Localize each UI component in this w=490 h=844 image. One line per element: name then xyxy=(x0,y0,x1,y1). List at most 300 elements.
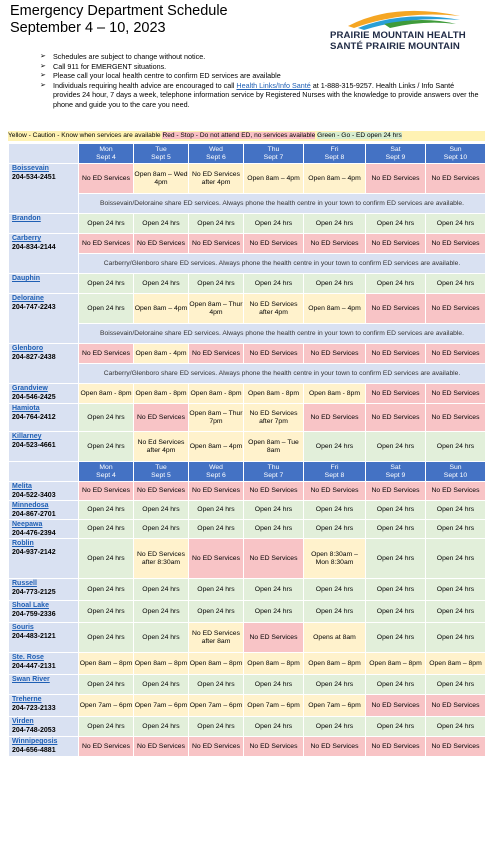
site-cell xyxy=(9,653,79,675)
schedule-cell: No ED Services xyxy=(426,164,486,194)
schedule-cell: Open 24 hrs xyxy=(304,214,366,234)
schedule-cell: Open 24 hrs xyxy=(244,601,304,623)
note-row xyxy=(9,194,486,214)
schedule-cell: No ED Services xyxy=(79,234,134,254)
schedule-row xyxy=(9,520,486,539)
day-date: Sept 5 xyxy=(151,471,171,479)
schedule-cell: Open 24 hrs xyxy=(244,717,304,737)
site-phone: 204-827-2438 xyxy=(12,354,56,361)
schedule-cell: No ED Services xyxy=(366,695,426,717)
schedule-cell: Open 8am - 8pm xyxy=(189,384,244,404)
schedule-cell: No ED Services xyxy=(244,234,304,254)
schedule-cell: Open 24 hrs xyxy=(304,601,366,623)
arrow-bullet-icon: ➢ xyxy=(40,62,46,70)
schedule-cell: Open 24 hrs xyxy=(79,501,134,520)
schedule-cell: Open 8am – 8pm xyxy=(426,653,486,675)
schedule-cell: Open 8am – Thur 4pm xyxy=(189,294,244,324)
schedule-row xyxy=(9,164,486,194)
day-header xyxy=(79,462,134,482)
site-link[interactable]: Boissevain xyxy=(12,165,49,172)
arrow-bullet-icon: ➢ xyxy=(40,72,46,80)
schedule-cell: No ED Services xyxy=(366,294,426,324)
site-cell xyxy=(9,601,79,623)
site-phone: 204-523-4661 xyxy=(12,442,56,449)
schedule-cell: Open 24 hrs xyxy=(134,601,189,623)
schedule-cell: Open 7am – 6pm xyxy=(304,695,366,717)
schedule-cell: No Ed Services after 4pm xyxy=(134,432,189,462)
day-header xyxy=(134,462,189,482)
day-name: Wed xyxy=(209,145,223,153)
site-cell xyxy=(9,432,79,462)
legend-yellow: Yellow - Caution - Know when services are available xyxy=(8,132,161,139)
schedule-row xyxy=(9,294,486,324)
schedule-cell: Open 24 hrs xyxy=(426,432,486,462)
day-name: Fri xyxy=(330,463,339,471)
site-cell xyxy=(9,384,79,404)
arrow-bullet-icon: ➢ xyxy=(40,81,46,89)
site-cell xyxy=(9,482,79,501)
site-phone: 204-483-2121 xyxy=(12,633,56,640)
schedule-cell: Open 24 hrs xyxy=(426,520,486,539)
day-name: Tue xyxy=(155,463,167,471)
schedule-row xyxy=(9,274,486,294)
schedule-cell: No ED Services xyxy=(244,482,304,501)
schedule-cell: Open 7am – 6pm xyxy=(244,695,304,717)
schedule-cell: Open 8am - 4pm xyxy=(134,344,189,364)
notice-item: ➢ Schedules are subject to change without notice. xyxy=(40,52,206,61)
schedule-cell: Open 8am – 4pm xyxy=(189,432,244,462)
schedule-row xyxy=(9,384,486,404)
site-link[interactable]: Hamiota xyxy=(12,405,40,412)
schedule-cell: No ED Services xyxy=(366,164,426,194)
schedule-cell: Open 24 hrs xyxy=(366,601,426,623)
schedule-cell: Open 8am – 4pm xyxy=(304,294,366,324)
note-row xyxy=(9,364,486,384)
schedule-cell: No ED Services xyxy=(426,737,486,757)
schedule-cell: Open 24 hrs xyxy=(366,520,426,539)
site-link[interactable]: Winnipegosis xyxy=(12,738,58,745)
schedule-cell: Open 24 hrs xyxy=(189,675,244,695)
day-date: Sept 10 xyxy=(443,471,468,479)
schedule-cell: No ED Services xyxy=(134,404,189,432)
legend-red: Red - Stop - Do not attend ED, no services available xyxy=(162,132,316,139)
schedule-cell: No ED Services xyxy=(189,539,244,579)
header-blank xyxy=(9,462,79,482)
schedule-cell: Open 24 hrs xyxy=(304,501,366,520)
day-date: Sept 9 xyxy=(385,153,406,161)
schedule-cell: No ED Services xyxy=(134,234,189,254)
schedule-table xyxy=(8,143,486,757)
schedule-cell: Open 8am – Tue 8am xyxy=(244,432,304,462)
schedule-cell: Open 24 hrs xyxy=(244,579,304,601)
schedule-cell: Open 8am - 8pm xyxy=(244,384,304,404)
schedule-cell: Open 24 hrs xyxy=(134,717,189,737)
day-header xyxy=(189,462,244,482)
notice-list xyxy=(40,52,480,110)
schedule-cell: Open 24 hrs xyxy=(366,501,426,520)
site-cell xyxy=(9,294,79,344)
schedule-cell: Open 24 hrs xyxy=(79,539,134,579)
schedule-cell: Open 24 hrs xyxy=(244,675,304,695)
schedule-cell: No ED Services after 4pm xyxy=(189,164,244,194)
schedule-row xyxy=(9,601,486,623)
schedule-cell: Open 8am – 4pm xyxy=(134,294,189,324)
day-header xyxy=(189,144,244,164)
site-cell xyxy=(9,404,79,432)
schedule-cell: Open 24 hrs xyxy=(366,539,426,579)
site-link[interactable]: Virden xyxy=(12,718,34,725)
schedule-cell: No ED Services xyxy=(79,164,134,194)
schedule-cell: No ED Services xyxy=(189,482,244,501)
schedule-cell: Open 24 hrs xyxy=(79,579,134,601)
site-cell xyxy=(9,579,79,601)
schedule-cell: No ED Services xyxy=(366,234,426,254)
note-row xyxy=(9,324,486,344)
schedule-cell: No ED Services xyxy=(79,737,134,757)
day-header xyxy=(79,144,134,164)
day-date: Sept 6 xyxy=(206,153,226,161)
schedule-cell: Open 24 hrs xyxy=(366,214,426,234)
schedule-cell: Open 24 hrs xyxy=(304,717,366,737)
day-header-row xyxy=(9,462,486,482)
site-link[interactable]: Grandview xyxy=(12,385,48,392)
schedule-cell: Open 7am – 6pm xyxy=(189,695,244,717)
schedule-cell: No ED Services xyxy=(244,623,304,653)
day-name: Fri xyxy=(330,145,339,153)
schedule-cell: Open 8am - 8pm xyxy=(79,384,134,404)
schedule-cell: No ED Services after 7pm xyxy=(244,404,304,432)
day-header xyxy=(244,462,304,482)
day-header xyxy=(366,462,426,482)
schedule-row xyxy=(9,695,486,717)
day-date: Sept 5 xyxy=(151,153,171,161)
site-link[interactable]: Roblin xyxy=(12,540,34,547)
schedule-cell: Open 8am – 8pm xyxy=(244,653,304,675)
schedule-cell: No ED Services xyxy=(304,737,366,757)
site-phone: 204-867-2701 xyxy=(12,511,56,518)
schedule-cell: Open 24 hrs xyxy=(79,520,134,539)
schedule-cell: Open 24 hrs xyxy=(134,274,189,294)
schedule-cell: Open 24 hrs xyxy=(189,601,244,623)
schedule-cell: Open 24 hrs xyxy=(244,274,304,294)
site-link[interactable]: Shoal Lake xyxy=(12,602,49,609)
schedule-cell: Open 24 hrs xyxy=(426,601,486,623)
schedule-cell: Open 24 hrs xyxy=(244,520,304,539)
color-legend xyxy=(8,131,485,141)
schedule-cell: No ED Services xyxy=(426,384,486,404)
day-name: Mon xyxy=(99,463,113,471)
site-cell xyxy=(9,539,79,579)
day-name: Wed xyxy=(209,463,223,471)
schedule-cell: Open 24 hrs xyxy=(426,539,486,579)
schedule-cell: Open 24 hrs xyxy=(244,501,304,520)
shared-services-note: Boissevain/Deloraine share ED services. Always phone the health centre in your town to confirm ED services are available. xyxy=(79,324,486,344)
schedule-row xyxy=(9,404,486,432)
schedule-row xyxy=(9,234,486,254)
site-cell xyxy=(9,234,79,274)
logo-text-english: PRAIRIE MOUNTAIN HEALTH xyxy=(330,30,466,41)
schedule-row xyxy=(9,482,486,501)
schedule-row xyxy=(9,501,486,520)
schedule-cell: No ED Services xyxy=(426,294,486,324)
schedule-cell: No ED Services xyxy=(244,737,304,757)
schedule-cell: Open 24 hrs xyxy=(366,675,426,695)
site-link[interactable]: Melita xyxy=(12,483,32,490)
schedule-cell: Open 24 hrs xyxy=(134,579,189,601)
day-header-row xyxy=(9,144,486,164)
site-phone: 204-723-2133 xyxy=(12,705,56,712)
schedule-cell: Open 8am – 8pm xyxy=(189,653,244,675)
schedule-cell: Open 24 hrs xyxy=(426,501,486,520)
schedule-cell: Open 24 hrs xyxy=(134,520,189,539)
schedule-cell: Open 24 hrs xyxy=(134,675,189,695)
site-link[interactable]: Brandon xyxy=(12,215,41,222)
schedule-cell: No ED Services xyxy=(426,482,486,501)
schedule-cell: Open 24 hrs xyxy=(189,274,244,294)
day-name: Thu xyxy=(267,463,280,471)
site-link[interactable]: Russell xyxy=(12,580,37,587)
site-cell xyxy=(9,737,79,757)
schedule-cell: Open 24 hrs xyxy=(79,274,134,294)
schedule-cell: Open 24 hrs xyxy=(134,214,189,234)
schedule-cell: Open 24 hrs xyxy=(79,432,134,462)
site-link[interactable]: Neepawa xyxy=(12,521,43,528)
schedule-cell: Open 24 hrs xyxy=(189,717,244,737)
schedule-cell: Open 24 hrs xyxy=(426,675,486,695)
arrow-bullet-icon: ➢ xyxy=(40,53,46,60)
day-name: Thu xyxy=(267,145,280,153)
organization-logo xyxy=(330,6,482,52)
schedule-cell: No ED Services xyxy=(189,737,244,757)
schedule-cell: No ED Services xyxy=(134,737,189,757)
schedule-cell: Open 24 hrs xyxy=(366,274,426,294)
title-line-2: September 4 – 10, 2023 xyxy=(10,20,166,36)
note-row xyxy=(9,254,486,274)
schedule-cell: No ED Services xyxy=(426,695,486,717)
schedule-cell: Open 24 hrs xyxy=(189,214,244,234)
title-line-1: Emergency Department Schedule xyxy=(10,3,228,19)
site-cell xyxy=(9,274,79,294)
site-link[interactable]: Swan River xyxy=(12,676,50,683)
schedule-cell: Open 24 hrs xyxy=(366,623,426,653)
day-header xyxy=(304,462,366,482)
site-phone: 204-522-3403 xyxy=(12,492,56,499)
legend-green: Green - Go - ED open 24 hrs xyxy=(317,132,402,139)
schedule-cell: No ED Services xyxy=(366,344,426,364)
site-phone: 204-747-2243 xyxy=(12,304,56,311)
site-phone: 204-546-2425 xyxy=(12,394,56,401)
day-date: Sept 7 xyxy=(263,471,284,479)
day-name: Tue xyxy=(155,145,167,153)
schedule-cell: No ED Services xyxy=(304,482,366,501)
schedule-cell: Opens at 8am xyxy=(304,623,366,653)
day-date: Sept 8 xyxy=(324,153,345,161)
schedule-cell: Open 24 hrs xyxy=(304,432,366,462)
schedule-cell: Open 24 hrs xyxy=(426,717,486,737)
schedule-cell: Open 24 hrs xyxy=(79,294,134,324)
schedule-cell: Open 24 hrs xyxy=(79,214,134,234)
schedule-cell: No ED Services xyxy=(304,234,366,254)
site-phone: 204-748-2053 xyxy=(12,727,56,734)
site-link[interactable]: Deloraine xyxy=(12,295,44,302)
schedule-cell: Open 24 hrs xyxy=(426,623,486,653)
site-link[interactable]: Dauphin xyxy=(12,275,40,282)
schedule-cell: No ED Services xyxy=(189,344,244,364)
schedule-row xyxy=(9,717,486,737)
schedule-row xyxy=(9,653,486,675)
day-name: Sat xyxy=(390,463,401,471)
schedule-cell: No ED Services xyxy=(366,384,426,404)
schedule-cell: Open 24 hrs xyxy=(79,404,134,432)
schedule-row xyxy=(9,579,486,601)
schedule-cell: Open 8am – 8pm xyxy=(134,653,189,675)
schedule-cell: No ED Services xyxy=(189,234,244,254)
notice-item: ➢ Call 911 for EMERGENT situations. xyxy=(40,61,167,71)
schedule-cell: Open 8am – 4pm xyxy=(244,164,304,194)
schedule-row xyxy=(9,432,486,462)
schedule-cell: No ED Services xyxy=(304,404,366,432)
day-header xyxy=(366,144,426,164)
day-header xyxy=(244,144,304,164)
schedule-cell: Open 24 hrs xyxy=(189,520,244,539)
site-link[interactable]: Carberry xyxy=(12,235,42,242)
site-cell xyxy=(9,717,79,737)
schedule-cell: No ED Services xyxy=(304,344,366,364)
logo-text-french: SANTÉ PRAIRIE MOUNTAIN xyxy=(330,41,460,52)
schedule-cell: Open 8am – Wed 4pm xyxy=(134,164,189,194)
schedule-cell: Open 24 hrs xyxy=(304,579,366,601)
day-date: Sept 7 xyxy=(263,153,284,161)
schedule-cell: Open 24 hrs xyxy=(304,520,366,539)
site-cell xyxy=(9,164,79,214)
schedule-cell: Open 24 hrs xyxy=(244,214,304,234)
schedule-cell: Open 24 hrs xyxy=(366,717,426,737)
day-header xyxy=(304,144,366,164)
site-link[interactable]: Minnedosa xyxy=(12,502,49,509)
site-cell xyxy=(9,675,79,695)
site-link[interactable]: Glenboro xyxy=(12,345,44,352)
schedule-cell: Open 24 hrs xyxy=(79,675,134,695)
site-phone: 204-656-4881 xyxy=(12,747,56,754)
site-cell xyxy=(9,520,79,539)
schedule-cell: Open 8am – 8pm xyxy=(79,653,134,675)
schedule-cell: Open 8am – 8pm xyxy=(366,653,426,675)
schedule-cell: Open 24 hrs xyxy=(426,579,486,601)
site-phone: 204-759-2336 xyxy=(12,611,56,618)
site-phone: 204-937-2142 xyxy=(12,549,56,556)
schedule-cell: Open 8am - 8pm xyxy=(134,384,189,404)
schedule-cell: Open 24 hrs xyxy=(366,579,426,601)
schedule-cell: No ED Services xyxy=(426,404,486,432)
schedule-cell: Open 8am – 4pm xyxy=(304,164,366,194)
schedule-cell: Open 24 hrs xyxy=(304,274,366,294)
day-date: Sept 8 xyxy=(324,471,345,479)
schedule-cell: No ED Services xyxy=(244,344,304,364)
schedule-cell: Open 24 hrs xyxy=(189,501,244,520)
notice-item: ➢ Please call your local health centre to confirm ED services are available xyxy=(40,71,281,81)
schedule-cell: No ED Services xyxy=(79,482,134,501)
site-cell xyxy=(9,501,79,520)
day-name: Sat xyxy=(390,145,401,153)
site-cell xyxy=(9,695,79,717)
site-link[interactable]: Ste. Rose xyxy=(12,654,44,661)
day-date: Sept 4 xyxy=(96,153,116,161)
schedule-row xyxy=(9,539,486,579)
schedule-row xyxy=(9,214,486,234)
day-date: Sept 10 xyxy=(443,153,468,161)
schedule-cell: Open 24 hrs xyxy=(189,579,244,601)
schedule-cell: No ED Services xyxy=(134,482,189,501)
schedule-cell: Open 8am – 8pm xyxy=(304,653,366,675)
schedule-cell: No ED Services xyxy=(426,234,486,254)
schedule-cell: Open 24 hrs xyxy=(79,623,134,653)
schedule-cell: Open 24 hrs xyxy=(79,601,134,623)
schedule-cell: No ED Services xyxy=(426,344,486,364)
page-title xyxy=(10,3,228,37)
shared-services-note: Boissevain/Deloraine share ED services. Always phone the health centre in your town to confirm ED services are available. xyxy=(79,194,486,214)
shared-services-note: Carberry/Glenboro share ED services. Always phone the health centre in your town to confirm ED services are available. xyxy=(79,364,486,384)
day-name: Mon xyxy=(99,145,113,153)
schedule-cell: No ED Services after 8:30am xyxy=(134,539,189,579)
shared-services-note: Carberry/Glenboro share ED services. Always phone the health centre in your town to confirm ED services are available. xyxy=(79,254,486,274)
day-name: Sun xyxy=(449,463,462,471)
day-date: Sept 6 xyxy=(206,471,226,479)
schedule-cell: Open 8am - 8pm xyxy=(304,384,366,404)
site-cell xyxy=(9,344,79,384)
day-date: Sept 9 xyxy=(385,471,406,479)
header-blank xyxy=(9,144,79,164)
schedule-row xyxy=(9,737,486,757)
schedule-cell: Open 8am – Thur 7pm xyxy=(189,404,244,432)
schedule-cell: Open 24 hrs xyxy=(304,675,366,695)
site-cell xyxy=(9,623,79,653)
site-link[interactable]: Treherne xyxy=(12,696,42,703)
schedule-cell: No ED Services xyxy=(366,404,426,432)
schedule-cell: Open 24 hrs xyxy=(426,274,486,294)
site-phone: 204-834-2144 xyxy=(12,244,56,251)
schedule-cell: Open 24 hrs xyxy=(426,214,486,234)
day-header xyxy=(426,144,486,164)
schedule-cell: No ED Services xyxy=(366,482,426,501)
day-name: Sun xyxy=(449,145,462,153)
schedule-cell: Open 24 hrs xyxy=(134,623,189,653)
day-header xyxy=(134,144,189,164)
site-phone: 204-773-2125 xyxy=(12,589,56,596)
schedule-cell: Open 8:30am – Mon 8:30am xyxy=(304,539,366,579)
schedule-cell: Open 24 hrs xyxy=(366,432,426,462)
health-links-link[interactable]: Health Links/Info Santé xyxy=(236,80,311,90)
schedule-cell: Open 24 hrs xyxy=(134,501,189,520)
site-link[interactable]: Killarney xyxy=(12,433,42,440)
schedule-cell: Open 24 hrs xyxy=(79,717,134,737)
site-cell xyxy=(9,214,79,234)
schedule-cell: Open 7am – 6pm xyxy=(134,695,189,717)
schedule-row xyxy=(9,344,486,364)
site-link[interactable]: Souris xyxy=(12,624,34,631)
schedule-cell: No ED Services after 4pm xyxy=(244,294,304,324)
schedule-row xyxy=(9,623,486,653)
schedule-cell: No ED Services xyxy=(366,737,426,757)
logo-swoosh-icon xyxy=(344,6,464,30)
site-phone: 204-764-2412 xyxy=(12,414,56,421)
day-date: Sept 4 xyxy=(96,471,116,479)
site-phone: 204-534-2451 xyxy=(12,174,56,181)
day-header xyxy=(426,462,486,482)
schedule-cell: No ED Services xyxy=(244,539,304,579)
schedule-row xyxy=(9,675,486,695)
schedule-cell: Open 7am – 6pm xyxy=(79,695,134,717)
schedule-cell: No ED Services xyxy=(79,344,134,364)
